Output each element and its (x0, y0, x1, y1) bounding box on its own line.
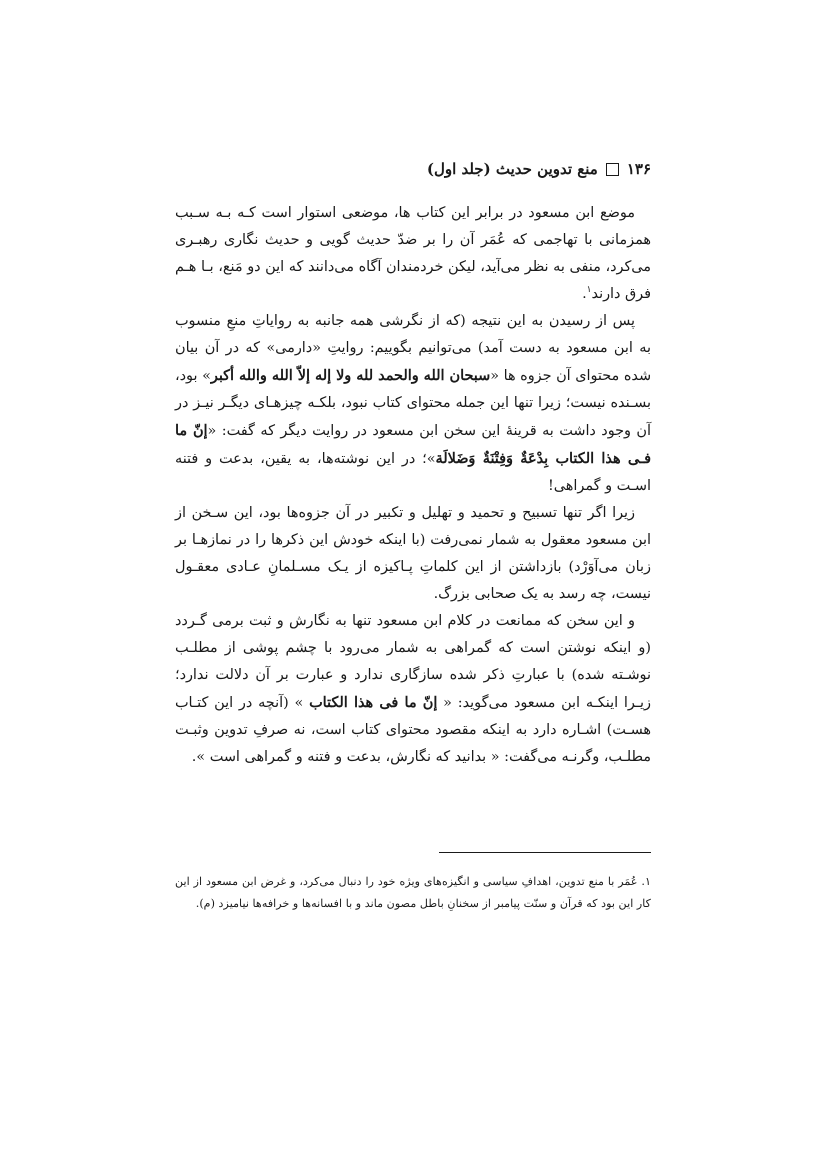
paragraph-4-part-c: » (آنچه در این کتـاب هسـت) اشـاره دارد به اینکه مقصود محتوای کتاب است، نه صرفِ تدوین وثبـت مطلـب، وگرنـه می‌گفت: « بدانید که نگارش، بدعت و فتنه و گمراهی است ». (175, 695, 651, 765)
paragraph-1-end: . (582, 286, 587, 302)
paragraph-1-text: موضع ابن مسعود در برابر این کتاب ها، موضعی استوار است کـه بـه سـبب همزمانی با تهاجمی که عُمَر آن را بر ضدّ حدیث گویی و حدیث نگاری رهبـری می‌کرد، منفی به نظر می‌آید، لیکن خردمندان آگاه می‌دانند که این دو مَنع، بـا هـم فرق دارند (175, 205, 651, 302)
paragraph-1 (175, 200, 651, 308)
quote-kitab: إنّ ما فی هذا الكتاب (309, 694, 438, 711)
paragraph-2-part-e: »؛ در این نوشته‌ها، به یقین، بدعت و فتنه اسـت و گمراهی! (175, 451, 651, 494)
paragraph-4-part-a: و این سخن که ممانعت در کلام ابن مسعود تنها به نگارش و ثبت برمی گـردد (و اینکه نوشتن است که گمراهی به شمار می‌رود با چشم پوشی از مطلـب نوشـته شده) با عبارتِ ذکر شده سازگاری ندارد و عبارت بر آن دلالت ندارد؛ زیـرا اینکـه ابن مسعود می‌گوید: « (175, 613, 651, 711)
paragraph-2 (175, 308, 651, 500)
footnote-text: ۱. عُمَر با منع تدوین، اهدافِ سیاسی و انگیزه‌های ویژه خود را دنبال می‌کرد، و غرض ابن مسعود از این کار این بود که قرآن و سنّت پیامبر از سخنانِ باطل مصون ماند و با افسانه‌ها و خرافه‌ها نیامیزد (م). (175, 875, 651, 910)
footnote-divider (439, 852, 651, 853)
paragraph-2-part-c: » بود، بسـنده نیست؛ زیرا تنها این جمله محتوای کتاب نبود، بلکـه چیزهـای دیگـر نیـز در آن وجود داشت به قرینهٔ این سخن ابن مسعود در روایت دیگر که گفت: « (175, 368, 651, 439)
paragraph-3 (175, 500, 651, 608)
footnote (175, 871, 651, 915)
running-header (175, 156, 651, 182)
quote-bidah: إنّ ما فـی هذا الكتاب بِدْعَةٌ وَفِتْنَةٌ وَضَلالَة (175, 422, 651, 467)
square-box-icon (606, 163, 619, 176)
book-title: منع تدوین حدیث (جلد اول) (426, 160, 598, 178)
body-text (175, 200, 651, 771)
paragraph-4 (175, 608, 651, 771)
quote-tasbih: سبحان الله والحمد لله ولا إله إلاّ الله والله أكبر (210, 367, 491, 384)
paragraph-3-text: زیرا اگر تنها تسبیح و تحمید و تهلیل و تکبیر در آن جزوه‌ها بود، این سـخن از ابن مسعود معقول به شمار نمی‌رفت (با اینکه خودش این ذکرها را در نمازهـا بر زبان می‌آوَرْد) بازداشتن از این کلماتِ پـاکیزه از یـک مسـلمانِ عـادی معقـول نیست، چه رسد به یک صحابی بزرگ. (175, 505, 651, 602)
page-number: ۱۳۶ (626, 160, 651, 178)
footnote-marker: ۱ (586, 285, 592, 296)
paragraph-2-part-a: پس از رسیدن به این نتیجه (که از نگرشی همه جانبه به روایاتِ منعِ منسوب به ابن مسعود به دست آمد) می‌توانیم بگوییم: روایتِ «دارمی» که در آن بیان شده محتوای آن جزوه ها « (175, 313, 651, 384)
